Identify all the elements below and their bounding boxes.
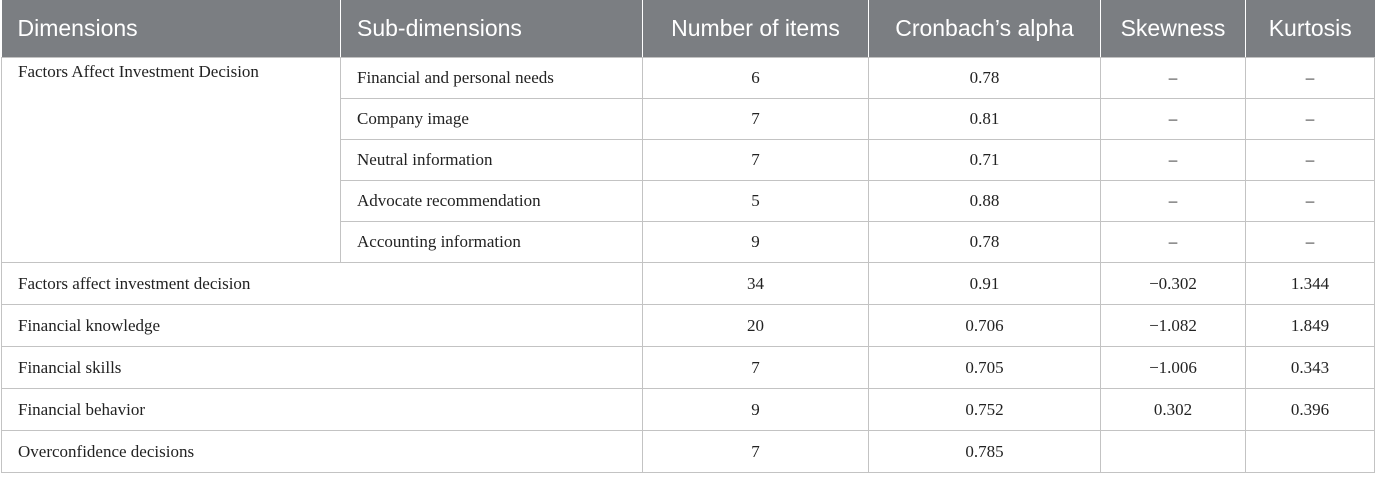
table-row: [2, 347, 1375, 389]
skewness-cell: –: [1101, 181, 1246, 222]
dimension-cell: Overconfidence decisions: [2, 431, 643, 473]
header-sub-dimensions: Sub-dimensions: [341, 0, 643, 58]
alpha-cell: 0.78: [869, 58, 1101, 99]
header-cronbachs-alpha: Cronbach’s alpha: [869, 0, 1101, 58]
header-kurtosis: Kurtosis: [1246, 0, 1375, 58]
items-cell: 20: [643, 305, 869, 347]
sub-dimension-cell: Financial and personal needs: [341, 58, 643, 99]
kurtosis-cell: 0.396: [1246, 389, 1375, 431]
skewness-cell: −0.302: [1101, 263, 1246, 305]
table-row: [2, 389, 1375, 431]
dimension-cell: Financial skills: [2, 347, 643, 389]
sub-dimension-cell: Company image: [341, 99, 643, 140]
kurtosis-cell: –: [1246, 58, 1375, 99]
items-cell: 6: [643, 58, 869, 99]
alpha-cell: 0.706: [869, 305, 1101, 347]
items-cell: 34: [643, 263, 869, 305]
kurtosis-cell: –: [1246, 181, 1375, 222]
items-cell: 9: [643, 222, 869, 263]
sub-dimension-cell: Neutral information: [341, 140, 643, 181]
table-row: [2, 58, 1375, 99]
items-cell: 9: [643, 389, 869, 431]
items-cell: 7: [643, 99, 869, 140]
alpha-cell: 0.91: [869, 263, 1101, 305]
table-row: [2, 305, 1375, 347]
dimension-cell: Factors affect investment decision: [2, 263, 643, 305]
header-number-of-items: Number of items: [643, 0, 869, 58]
items-cell: 7: [643, 431, 869, 473]
alpha-cell: 0.88: [869, 181, 1101, 222]
table-row: [2, 431, 1375, 473]
kurtosis-cell: –: [1246, 222, 1375, 263]
skewness-cell: –: [1101, 140, 1246, 181]
alpha-cell: 0.78: [869, 222, 1101, 263]
table-row: [2, 263, 1375, 305]
alpha-cell: 0.785: [869, 431, 1101, 473]
header-skewness: Skewness: [1101, 0, 1246, 58]
skewness-cell: −1.006: [1101, 347, 1246, 389]
sub-dimension-cell: Accounting information: [341, 222, 643, 263]
kurtosis-cell: 1.344: [1246, 263, 1375, 305]
sub-dimension-cell: Advocate recommendation: [341, 181, 643, 222]
skewness-cell: 0.302: [1101, 389, 1246, 431]
items-cell: 5: [643, 181, 869, 222]
kurtosis-cell: 1.849: [1246, 305, 1375, 347]
skewness-cell: [1101, 431, 1246, 473]
dimension-cell: Financial behavior: [2, 389, 643, 431]
kurtosis-cell: [1246, 431, 1375, 473]
items-cell: 7: [643, 347, 869, 389]
kurtosis-cell: 0.343: [1246, 347, 1375, 389]
reliability-table: [1, 0, 1375, 473]
skewness-cell: –: [1101, 222, 1246, 263]
alpha-cell: 0.71: [869, 140, 1101, 181]
dimension-cell: Financial knowledge: [2, 305, 643, 347]
alpha-cell: 0.705: [869, 347, 1101, 389]
kurtosis-cell: –: [1246, 140, 1375, 181]
table-header: [2, 0, 1375, 58]
items-cell: 7: [643, 140, 869, 181]
kurtosis-cell: –: [1246, 99, 1375, 140]
skewness-cell: −1.082: [1101, 305, 1246, 347]
header-dimensions: Dimensions: [2, 0, 341, 58]
alpha-cell: 0.752: [869, 389, 1101, 431]
skewness-cell: –: [1101, 58, 1246, 99]
alpha-cell: 0.81: [869, 99, 1101, 140]
skewness-cell: –: [1101, 99, 1246, 140]
group-dimension-cell: Factors Affect Investment Decision: [2, 58, 341, 263]
